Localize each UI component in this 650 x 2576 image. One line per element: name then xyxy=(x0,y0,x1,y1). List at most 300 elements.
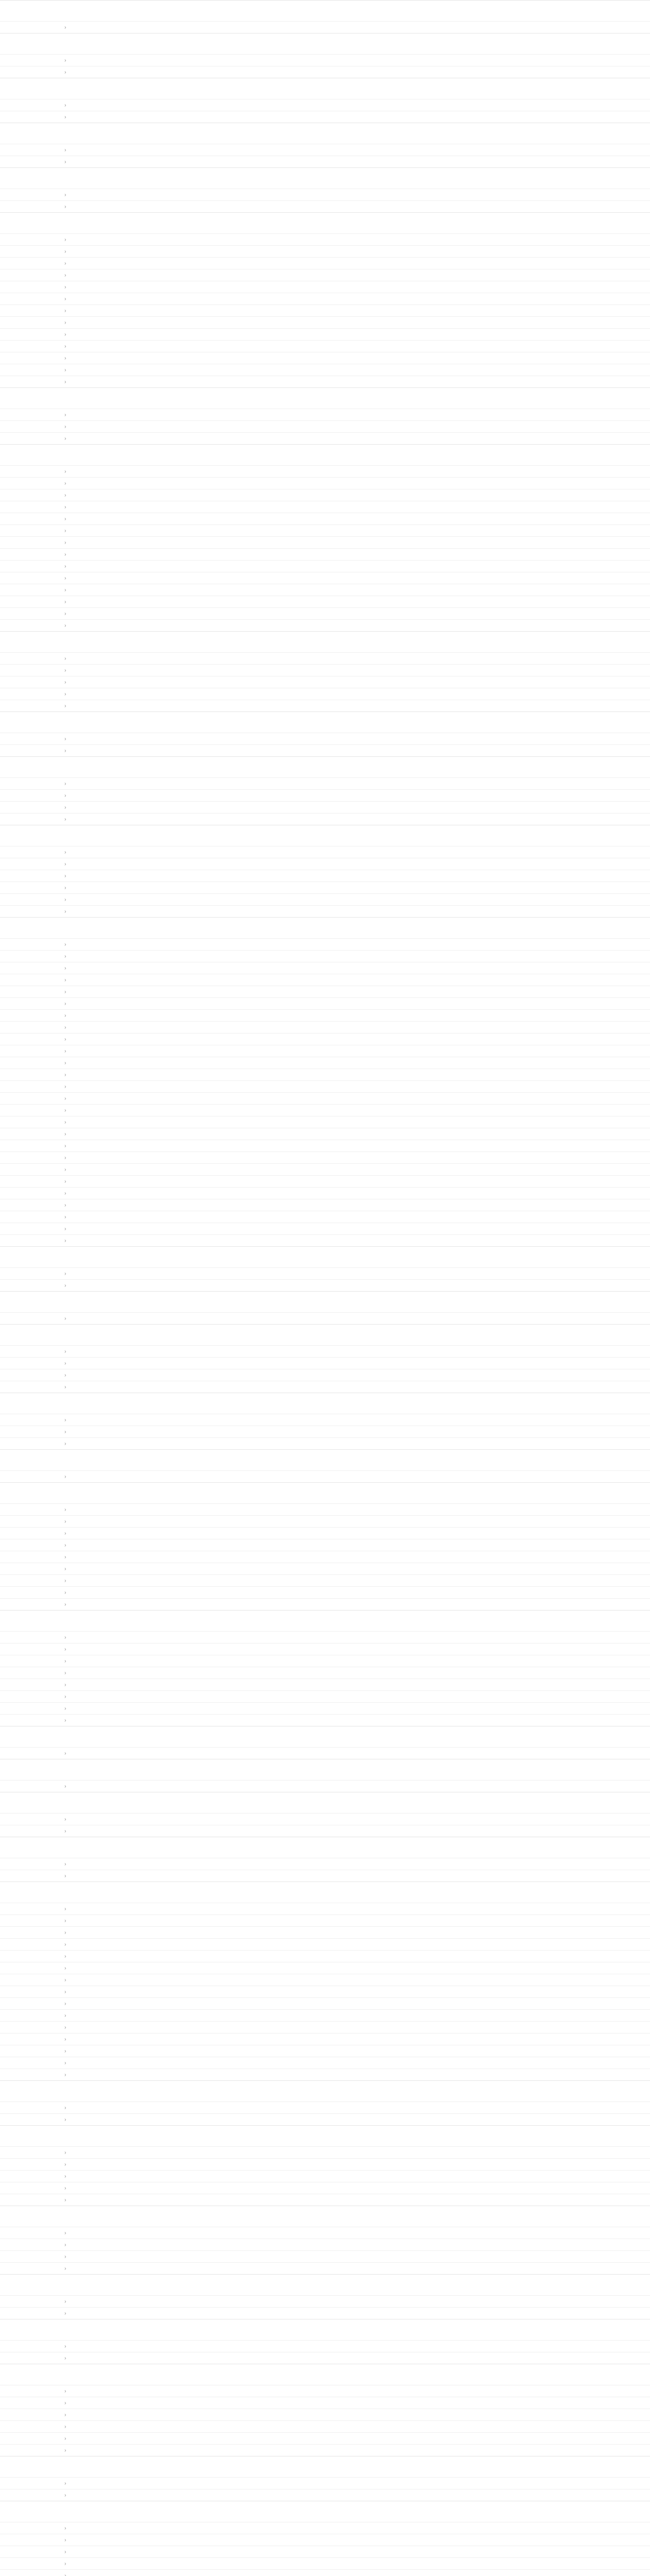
chevron-right-icon[interactable]: › xyxy=(64,468,66,474)
spec-row xyxy=(0,364,650,376)
chevron-right-icon[interactable]: › xyxy=(64,159,66,165)
chevron-right-icon[interactable]: › xyxy=(64,781,66,787)
spec-section xyxy=(0,756,650,825)
spec-row xyxy=(0,1962,650,1974)
spec-row xyxy=(0,596,650,607)
chevron-right-icon[interactable]: › xyxy=(64,563,66,569)
section-header xyxy=(0,2080,650,2102)
chevron-right-icon[interactable]: › xyxy=(64,2265,66,2272)
chevron-right-icon[interactable]: › xyxy=(64,2447,66,2453)
chevron-right-icon[interactable]: › xyxy=(64,1166,66,1173)
chevron-right-icon[interactable]: › xyxy=(64,192,66,198)
chevron-right-icon[interactable]: › xyxy=(64,1131,66,1137)
spec-row xyxy=(0,409,650,420)
spec-row xyxy=(0,801,650,813)
spec-row xyxy=(0,376,650,387)
spec-row xyxy=(0,1655,650,1667)
spec-row xyxy=(0,340,650,352)
spec-row xyxy=(0,1574,650,1586)
chevron-right-icon[interactable]: › xyxy=(64,1816,66,1822)
chevron-right-icon[interactable]: › xyxy=(64,1682,66,1688)
chevron-right-icon[interactable]: › xyxy=(64,1953,66,1959)
spec-row xyxy=(0,1199,650,1211)
chevron-right-icon[interactable]: › xyxy=(64,2400,66,2406)
spec-row xyxy=(0,2420,650,2432)
spec-row xyxy=(0,1667,650,1679)
chevron-right-icon[interactable]: › xyxy=(64,1965,66,1971)
chevron-right-icon[interactable]: › xyxy=(64,1143,66,1149)
spec-row xyxy=(0,2546,650,2557)
spec-row xyxy=(0,54,650,66)
chevron-right-icon[interactable]: › xyxy=(64,2549,66,2555)
chevron-right-icon[interactable]: › xyxy=(64,236,66,243)
spec-row xyxy=(0,66,650,78)
spec-row xyxy=(0,1426,650,1437)
chevron-right-icon[interactable]: › xyxy=(64,1360,66,1366)
chevron-right-icon[interactable]: › xyxy=(64,1060,66,1066)
chevron-right-icon[interactable]: › xyxy=(64,114,66,120)
chevron-right-icon[interactable]: › xyxy=(64,2185,66,2191)
spec-row xyxy=(0,882,650,893)
chevron-right-icon[interactable]: › xyxy=(64,551,66,557)
section-header xyxy=(0,1324,650,1345)
spec-row xyxy=(0,281,650,293)
spec-row xyxy=(0,2009,650,2021)
spec-row xyxy=(0,1631,650,1643)
chevron-right-icon[interactable]: › xyxy=(64,1783,66,1789)
spec-row xyxy=(0,269,650,281)
chevron-right-icon[interactable]: › xyxy=(64,2197,66,2203)
chevron-right-icon[interactable]: › xyxy=(64,492,66,498)
chevron-right-icon[interactable]: › xyxy=(64,1024,66,1030)
section-header xyxy=(0,2319,650,2340)
chevron-right-icon[interactable]: › xyxy=(64,331,66,337)
spec-row xyxy=(0,813,650,825)
chevron-right-icon[interactable]: › xyxy=(64,2355,66,2361)
spec-row xyxy=(0,664,650,676)
spec-row xyxy=(0,1045,650,1057)
chevron-right-icon[interactable]: › xyxy=(64,57,66,63)
chevron-right-icon[interactable]: › xyxy=(64,2173,66,2179)
chevron-right-icon[interactable]: › xyxy=(64,102,66,108)
chevron-right-icon[interactable]: › xyxy=(64,2561,66,2567)
spec-row xyxy=(0,1381,650,1393)
chevron-right-icon[interactable]: › xyxy=(64,1214,66,1220)
chevron-right-icon[interactable]: › xyxy=(64,748,66,754)
chevron-right-icon[interactable]: › xyxy=(64,1554,66,1560)
spec-section xyxy=(0,1291,650,1324)
spec-row xyxy=(0,607,650,619)
chevron-right-icon[interactable]: › xyxy=(64,599,66,605)
chevron-right-icon[interactable]: › xyxy=(64,1705,66,1711)
chevron-right-icon[interactable]: › xyxy=(64,308,66,314)
chevron-right-icon[interactable]: › xyxy=(64,908,66,914)
chevron-right-icon[interactable]: › xyxy=(64,2525,66,2531)
chevron-right-icon[interactable]: › xyxy=(64,611,66,617)
chevron-right-icon[interactable]: › xyxy=(64,528,66,534)
section-header xyxy=(0,123,650,144)
section-header xyxy=(0,444,650,465)
spec-row xyxy=(0,1539,650,1551)
chevron-right-icon[interactable]: › xyxy=(64,2012,66,2019)
spec-row xyxy=(0,1813,650,1825)
chevron-right-icon[interactable]: › xyxy=(64,792,66,799)
chevron-right-icon[interactable]: › xyxy=(64,885,66,891)
chevron-right-icon[interactable]: › xyxy=(64,1178,66,1184)
spec-row xyxy=(0,2239,650,2250)
chevron-right-icon[interactable]: › xyxy=(64,1473,66,1480)
spec-row xyxy=(0,513,650,524)
spec-row xyxy=(0,893,650,905)
chevron-right-icon[interactable]: › xyxy=(64,2537,66,2543)
chevron-right-icon[interactable]: › xyxy=(64,1646,66,1652)
spec-row xyxy=(0,1080,650,1092)
spec-row xyxy=(0,1069,650,1080)
spec-row xyxy=(0,1211,650,1223)
chevron-right-icon[interactable]: › xyxy=(64,1012,66,1019)
chevron-right-icon[interactable]: › xyxy=(64,2435,66,2442)
spec-row xyxy=(0,1563,650,1574)
chevron-right-icon[interactable]: › xyxy=(64,2105,66,2111)
chevron-right-icon[interactable]: › xyxy=(64,1072,66,1078)
spec-row xyxy=(0,304,650,316)
chevron-right-icon[interactable]: › xyxy=(64,2424,66,2430)
spec-row xyxy=(0,1163,650,1175)
chevron-right-icon[interactable]: › xyxy=(64,816,66,822)
spec-row xyxy=(0,1690,650,1702)
chevron-right-icon[interactable]: › xyxy=(64,1372,66,1378)
chevron-right-icon[interactable]: › xyxy=(64,319,66,326)
chevron-right-icon[interactable]: › xyxy=(64,1048,66,1054)
chevron-right-icon[interactable]: › xyxy=(64,2230,66,2236)
chevron-right-icon[interactable]: › xyxy=(64,1634,66,1640)
chevron-right-icon[interactable]: › xyxy=(64,480,66,486)
chevron-right-icon[interactable]: › xyxy=(64,575,66,581)
chevron-right-icon[interactable]: › xyxy=(64,1693,66,1700)
chevron-right-icon[interactable]: › xyxy=(64,873,66,879)
spec-section xyxy=(0,2206,650,2274)
spec-section xyxy=(0,1759,650,1792)
spec-row xyxy=(0,257,650,269)
chevron-right-icon[interactable]: › xyxy=(64,1828,66,1834)
spec-row xyxy=(0,1033,650,1045)
spec-row xyxy=(0,1175,650,1187)
chevron-right-icon[interactable]: › xyxy=(64,1202,66,1208)
chevron-right-icon[interactable]: › xyxy=(64,284,66,290)
section-header xyxy=(0,756,650,777)
chevron-right-icon[interactable]: › xyxy=(64,1417,66,1423)
spec-section xyxy=(0,1393,650,1449)
spec-row xyxy=(0,1586,650,1598)
section-header xyxy=(0,78,650,99)
chevron-right-icon[interactable]: › xyxy=(64,2036,66,2042)
spec-row xyxy=(0,1515,650,1527)
spec-section xyxy=(0,33,650,78)
spec-section xyxy=(0,2501,650,2576)
section-header xyxy=(0,711,650,733)
chevron-right-icon[interactable]: › xyxy=(64,1530,66,1536)
spec-section xyxy=(0,2274,650,2319)
spec-row xyxy=(0,1369,650,1381)
spec-row xyxy=(0,584,650,596)
spec-row xyxy=(0,744,650,756)
chevron-right-icon[interactable]: › xyxy=(64,587,66,593)
chevron-right-icon[interactable]: › xyxy=(64,1001,66,1007)
chevron-right-icon[interactable]: › xyxy=(64,622,66,629)
spec-row xyxy=(0,489,650,501)
chevron-right-icon[interactable]: › xyxy=(64,977,66,983)
chevron-right-icon[interactable]: › xyxy=(64,1036,66,1042)
spec-section xyxy=(0,825,650,917)
spec-row xyxy=(0,536,650,548)
section-header xyxy=(0,1291,650,1312)
spec-row xyxy=(0,619,650,631)
spec-row xyxy=(0,432,650,444)
chevron-right-icon[interactable]: › xyxy=(64,2024,66,2030)
chevron-right-icon[interactable]: › xyxy=(64,2048,66,2054)
chevron-right-icon[interactable]: › xyxy=(64,1941,66,1947)
chevron-right-icon[interactable]: › xyxy=(64,1977,66,1983)
chevron-right-icon[interactable]: › xyxy=(64,965,66,971)
chevron-right-icon[interactable]: › xyxy=(64,679,66,685)
chevron-right-icon[interactable]: › xyxy=(64,504,66,510)
spec-section xyxy=(0,2456,650,2501)
spec-row xyxy=(0,501,650,513)
chevron-right-icon[interactable]: › xyxy=(64,1873,66,1879)
chevron-right-icon[interactable]: › xyxy=(64,804,66,810)
section-header xyxy=(0,1449,650,1470)
spec-row xyxy=(0,1009,650,1021)
chevron-right-icon[interactable]: › xyxy=(64,1270,66,1277)
spec-row xyxy=(0,2170,650,2182)
chevron-right-icon[interactable]: › xyxy=(64,260,66,266)
spec-row xyxy=(0,1986,650,1997)
spec-row xyxy=(0,572,650,584)
chevron-right-icon[interactable]: › xyxy=(64,1717,66,1723)
spec-row xyxy=(0,1950,650,1962)
chevron-right-icon[interactable]: › xyxy=(64,379,66,385)
chevron-right-icon[interactable]: › xyxy=(64,953,66,959)
spec-row xyxy=(0,2158,650,2170)
chevron-right-icon[interactable]: › xyxy=(64,2298,66,2304)
spec-row xyxy=(0,846,650,858)
spec-row xyxy=(0,245,650,257)
chevron-right-icon[interactable]: › xyxy=(64,1384,66,1390)
chevron-right-icon[interactable]: › xyxy=(64,2161,66,2167)
chevron-right-icon[interactable]: › xyxy=(64,861,66,867)
chevron-right-icon[interactable]: › xyxy=(64,941,66,947)
chevron-right-icon[interactable]: › xyxy=(64,2116,66,2123)
spec-row xyxy=(0,1116,650,1128)
chevron-right-icon[interactable]: › xyxy=(64,1083,66,1090)
section-header xyxy=(0,917,650,938)
spec-row xyxy=(0,2250,650,2262)
spec-row xyxy=(0,352,650,364)
spec-row xyxy=(0,1974,650,1986)
spec-section xyxy=(0,2125,650,2206)
spec-row xyxy=(0,560,650,572)
spec-row xyxy=(0,2557,650,2569)
spec-section xyxy=(0,1246,650,1291)
spec-section xyxy=(0,444,650,631)
chevron-right-icon[interactable]: › xyxy=(64,736,66,742)
chevron-right-icon[interactable]: › xyxy=(64,2492,66,2498)
chevron-right-icon[interactable]: › xyxy=(64,2572,66,2576)
chevron-right-icon[interactable]: › xyxy=(64,435,66,442)
chevron-right-icon[interactable]: › xyxy=(64,1238,66,1244)
section-header xyxy=(0,1837,650,1858)
spec-row xyxy=(0,1128,650,1140)
chevron-right-icon[interactable]: › xyxy=(64,539,66,546)
section-header xyxy=(0,2501,650,2522)
chevron-right-icon[interactable]: › xyxy=(64,1190,66,1196)
spec-section xyxy=(0,2364,650,2456)
spec-row xyxy=(0,99,650,111)
spec-section xyxy=(0,1482,650,1610)
spec-row xyxy=(0,1702,650,1714)
spec-row xyxy=(0,1437,650,1449)
section-header xyxy=(0,1482,650,1503)
chevron-right-icon[interactable]: › xyxy=(64,2253,66,2260)
spec-row xyxy=(0,2057,650,2069)
chevron-right-icon[interactable]: › xyxy=(64,1670,66,1676)
spec-row xyxy=(0,293,650,304)
chevron-right-icon[interactable]: › xyxy=(64,2149,66,2156)
section-header xyxy=(0,212,650,233)
chevron-right-icon[interactable]: › xyxy=(64,1861,66,1867)
chevron-right-icon[interactable]: › xyxy=(64,1506,66,1513)
chevron-right-icon[interactable]: › xyxy=(64,2480,66,2486)
section-header xyxy=(0,2364,650,2385)
spec-section xyxy=(0,631,650,711)
chevron-right-icon[interactable]: › xyxy=(64,989,66,995)
chevron-right-icon[interactable]: › xyxy=(64,1589,66,1596)
chevron-right-icon[interactable]: › xyxy=(64,412,66,418)
spec-row xyxy=(0,997,650,1009)
chevron-right-icon[interactable]: › xyxy=(64,1095,66,1101)
chevron-right-icon[interactable]: › xyxy=(64,147,66,153)
spec-row xyxy=(0,1267,650,1279)
chevron-right-icon[interactable]: › xyxy=(64,849,66,855)
spec-section xyxy=(0,1324,650,1393)
chevron-right-icon[interactable]: › xyxy=(64,703,66,709)
chevron-right-icon[interactable]: › xyxy=(64,1107,66,1113)
chevron-right-icon[interactable]: › xyxy=(64,2242,66,2248)
chevron-right-icon[interactable]: › xyxy=(64,24,66,30)
spec-row xyxy=(0,548,650,560)
spec-row xyxy=(0,1503,650,1515)
spec-row xyxy=(0,1104,650,1116)
chevron-right-icon[interactable]: › xyxy=(64,691,66,697)
spec-row xyxy=(0,1903,650,1914)
spec-row xyxy=(0,2182,650,2194)
spec-row xyxy=(0,1021,650,1033)
chevron-right-icon[interactable]: › xyxy=(64,516,66,522)
spec-row xyxy=(0,111,650,123)
chevron-right-icon[interactable]: › xyxy=(64,1542,66,1548)
spec-section xyxy=(0,1610,650,1726)
chevron-right-icon[interactable]: › xyxy=(64,248,66,255)
chevron-right-icon[interactable]: › xyxy=(64,1750,66,1756)
chevron-right-icon[interactable]: › xyxy=(64,1119,66,1125)
chevron-right-icon[interactable]: › xyxy=(64,1440,66,1447)
section-header xyxy=(0,2125,650,2146)
chevron-right-icon[interactable]: › xyxy=(64,2060,66,2066)
chevron-right-icon[interactable]: › xyxy=(64,343,66,349)
spec-row xyxy=(0,316,650,328)
spec-row xyxy=(0,2489,650,2501)
chevron-right-icon[interactable]: › xyxy=(64,1518,66,1524)
chevron-right-icon[interactable]: › xyxy=(64,655,66,662)
chevron-right-icon[interactable]: › xyxy=(64,2343,66,2349)
chevron-right-icon[interactable]: › xyxy=(64,2412,66,2418)
spec-row xyxy=(0,688,650,700)
chevron-right-icon[interactable]: › xyxy=(64,2310,66,2316)
chevron-right-icon[interactable]: › xyxy=(64,204,66,210)
chevron-right-icon[interactable]: › xyxy=(64,1929,66,1936)
chevron-right-icon[interactable]: › xyxy=(64,423,66,430)
chevron-right-icon[interactable]: › xyxy=(64,1566,66,1572)
chevron-right-icon[interactable]: › xyxy=(64,667,66,673)
spec-row xyxy=(0,676,650,688)
chevron-right-icon[interactable]: › xyxy=(64,896,66,903)
spec-row xyxy=(0,2409,650,2420)
chevron-right-icon[interactable]: › xyxy=(64,2388,66,2394)
chevron-right-icon[interactable]: › xyxy=(64,1282,66,1289)
spec-row xyxy=(0,1187,650,1199)
chevron-right-icon[interactable]: › xyxy=(64,1658,66,1664)
chevron-right-icon[interactable]: › xyxy=(64,355,66,361)
chevron-right-icon[interactable]: › xyxy=(64,296,66,302)
spec-row xyxy=(0,1140,650,1151)
section-header xyxy=(0,1792,650,1813)
chevron-right-icon[interactable]: › xyxy=(64,1906,66,1912)
spec-row xyxy=(0,420,650,432)
chevron-right-icon[interactable]: › xyxy=(64,367,66,373)
spec-row xyxy=(0,950,650,962)
spec-row xyxy=(0,2194,650,2206)
chevron-right-icon[interactable]: › xyxy=(64,1918,66,1924)
spec-row xyxy=(0,1223,650,1234)
chevron-right-icon[interactable]: › xyxy=(64,69,66,75)
spec-section xyxy=(0,167,650,212)
chevron-right-icon[interactable]: › xyxy=(64,1601,66,1607)
spec-row xyxy=(0,156,650,167)
chevron-right-icon[interactable]: › xyxy=(64,1348,66,1354)
chevron-right-icon[interactable]: › xyxy=(64,1989,66,1995)
spec-row xyxy=(0,2102,650,2113)
section-header xyxy=(0,1393,650,1414)
chevron-right-icon[interactable]: › xyxy=(64,272,66,278)
spec-row xyxy=(0,962,650,974)
spec-row xyxy=(0,1997,650,2009)
spec-row xyxy=(0,1151,650,1163)
chevron-right-icon[interactable]: › xyxy=(64,1155,66,1161)
chevron-right-icon[interactable]: › xyxy=(64,1226,66,1232)
chevron-right-icon[interactable]: › xyxy=(64,2001,66,2007)
spec-row xyxy=(0,328,650,340)
chevron-right-icon[interactable]: › xyxy=(64,1578,66,1584)
chevron-right-icon[interactable]: › xyxy=(64,1429,66,1435)
spec-row xyxy=(0,700,650,711)
spec-row xyxy=(0,2522,650,2534)
chevron-right-icon[interactable]: › xyxy=(64,1315,66,1321)
section-header xyxy=(0,2206,650,2227)
section-header xyxy=(0,631,650,652)
spec-row xyxy=(0,986,650,997)
chevron-right-icon[interactable]: › xyxy=(64,2072,66,2078)
spec-row xyxy=(0,789,650,801)
